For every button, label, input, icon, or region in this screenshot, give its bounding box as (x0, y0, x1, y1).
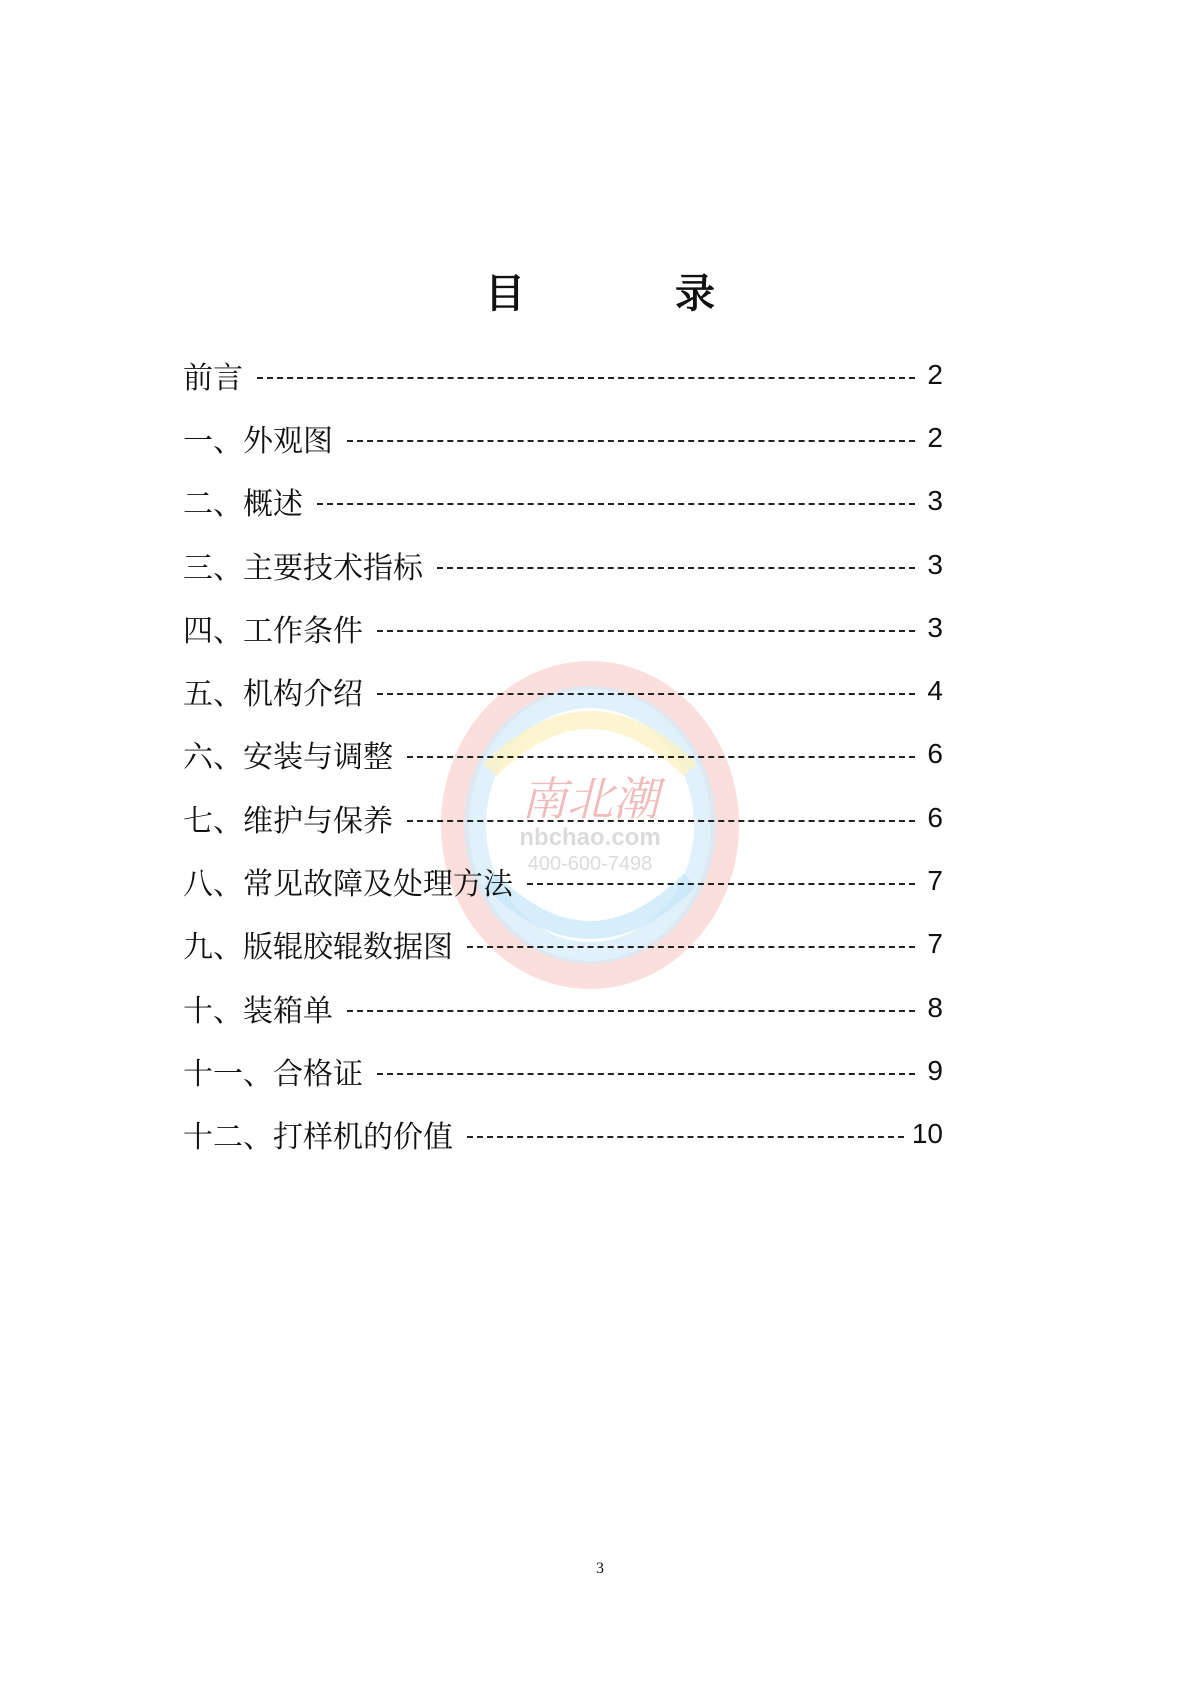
toc-entry-page: 7 (927, 928, 943, 960)
toc-dot-leader (377, 628, 915, 632)
table-of-contents (183, 343, 943, 1166)
toc-entry-label: 一、外观图 (183, 423, 333, 459)
toc-dot-leader (467, 944, 915, 948)
toc-entry-label: 十一、合格证 (183, 1056, 363, 1092)
toc-entry-page: 2 (927, 358, 943, 390)
toc-entry-label: 六、安装与调整 (183, 740, 393, 776)
toc-entry-3[interactable] (183, 533, 943, 596)
toc-entry-5[interactable] (183, 659, 943, 722)
toc-entry-page: 8 (927, 991, 943, 1023)
toc-entry-preface[interactable] (183, 343, 943, 406)
toc-entry-page: 2 (927, 421, 943, 453)
toc-entry-label: 七、维护与保养 (183, 803, 393, 839)
toc-entry-10[interactable] (183, 976, 943, 1039)
watermark-brand: 南北潮 (521, 772, 659, 826)
toc-entry-label: 八、常见故障及处理方法 (183, 867, 513, 903)
toc-dot-leader (437, 565, 915, 569)
toc-entry-page: 4 (927, 675, 943, 707)
toc-entry-page: 7 (927, 865, 943, 897)
toc-dot-leader (527, 881, 915, 885)
toc-entry-label: 九、版辊胶辊数据图 (183, 930, 453, 966)
toc-entry-page: 6 (927, 738, 943, 770)
toc-title (0, 262, 1200, 319)
toc-entry-label: 十二、打样机的价值 (183, 1120, 453, 1156)
toc-entry-page: 9 (927, 1054, 943, 1086)
toc-title-char-2: 录 (675, 271, 715, 317)
toc-dot-leader (407, 754, 915, 758)
toc-dot-leader (377, 1071, 915, 1075)
toc-dot-leader (257, 375, 915, 379)
page-number: 3 (596, 1560, 604, 1577)
toc-entry-6[interactable] (183, 723, 943, 786)
toc-title-char-1: 目 (485, 271, 525, 317)
toc-entry-label: 十、装箱单 (183, 993, 333, 1029)
toc-entry-12[interactable] (183, 1103, 943, 1166)
toc-entry-8[interactable] (183, 849, 943, 912)
watermark-phone: 400-600-7498 (527, 853, 653, 875)
toc-dot-leader (377, 691, 915, 695)
toc-entry-label: 二、概述 (183, 487, 303, 523)
toc-dot-leader (407, 818, 915, 822)
toc-entry-page: 3 (927, 485, 943, 517)
toc-entry-11[interactable] (183, 1039, 943, 1102)
toc-dot-leader (467, 1134, 904, 1138)
toc-entry-label: 三、主要技术指标 (183, 550, 423, 586)
toc-dot-leader (317, 501, 915, 505)
toc-entry-9[interactable] (183, 913, 943, 976)
toc-entry-4[interactable] (183, 596, 943, 659)
toc-entry-page: 3 (927, 548, 943, 580)
watermark-site: nbchao.com (519, 824, 661, 851)
toc-entry-7[interactable] (183, 786, 943, 849)
toc-entry-page: 3 (927, 611, 943, 643)
toc-entry-2[interactable] (183, 470, 943, 533)
toc-entry-label: 四、工作条件 (183, 613, 363, 649)
toc-entry-page: 10 (911, 1118, 943, 1150)
toc-entry-label: 前言 (183, 360, 243, 396)
toc-entry-1[interactable] (183, 406, 943, 469)
toc-dot-leader (347, 438, 915, 442)
toc-entry-page: 6 (927, 801, 943, 833)
toc-dot-leader (347, 1008, 915, 1012)
toc-entry-label: 五、机构介绍 (183, 677, 363, 713)
